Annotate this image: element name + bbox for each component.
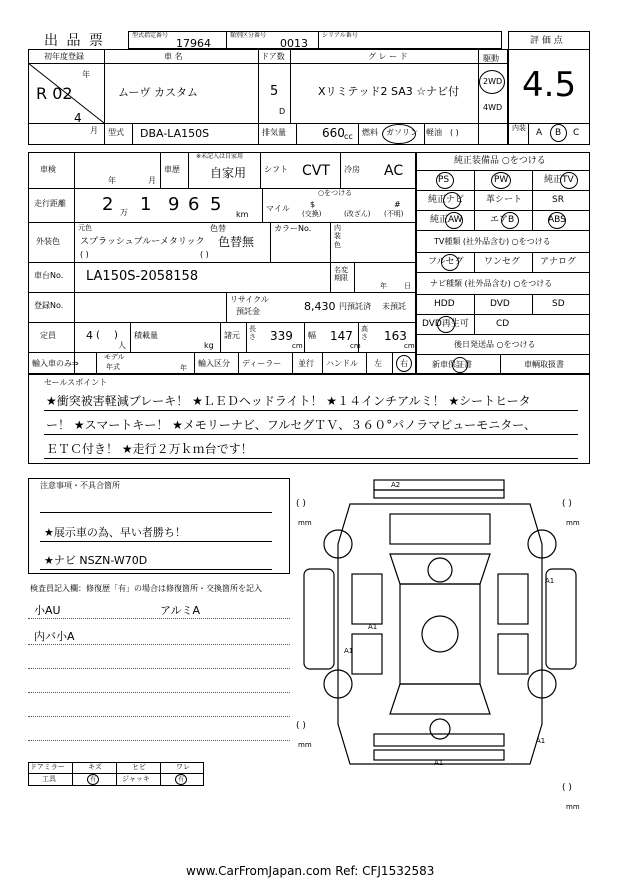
dims-width-label: 幅 bbox=[308, 331, 316, 340]
usage-note: ※未記入は自家用 bbox=[196, 153, 244, 160]
recycle-label2: 預託金 bbox=[236, 307, 260, 316]
legend-jack-circle bbox=[175, 774, 187, 785]
drive-2wd-circle bbox=[479, 70, 505, 94]
dims-width: 147 bbox=[330, 329, 353, 343]
diagram-rear-bumper bbox=[374, 734, 504, 746]
equip-aw-circle bbox=[445, 212, 463, 229]
notes-line-1: ★展示車の為、早い者勝ち！ bbox=[44, 526, 186, 539]
mileage-swap: (交換) bbox=[302, 210, 322, 218]
shift-value: CVT bbox=[302, 163, 330, 179]
dims-length-cm: cm bbox=[292, 342, 303, 350]
tv-fullseg: フルセグ bbox=[428, 257, 464, 267]
name-change-day: 日 bbox=[404, 282, 411, 290]
capacity-paren: ( bbox=[96, 330, 100, 341]
fuel-paren: ( ) bbox=[450, 128, 459, 137]
color-change-label: 色替 bbox=[210, 224, 226, 233]
first-reg-label: 初年度登録 bbox=[44, 52, 84, 61]
footer-reference: www.CarFromJapan.com Ref: CFJ1532583 bbox=[186, 864, 435, 878]
navi-sd: SD bbox=[552, 299, 565, 309]
chassis-label: 車台No. bbox=[34, 271, 64, 280]
grade-value: Xリミテッド2 SA3 ☆ナビ付 bbox=[318, 85, 460, 98]
usage-label: 車歴 bbox=[164, 165, 180, 174]
mileage-digit-2: 1 bbox=[140, 194, 152, 215]
equip-airbag: エアB bbox=[490, 215, 515, 225]
recycle-not-paid: 未預託 bbox=[382, 302, 406, 311]
dims-height-cm: cm bbox=[404, 342, 415, 350]
dims-label: 諸元 bbox=[224, 331, 240, 340]
import-model-label1: モデル bbox=[104, 353, 125, 361]
diagram-bracket-fr: ( ) bbox=[562, 499, 572, 509]
sales-label: セールスポイント bbox=[44, 378, 108, 387]
diagram-rear-window bbox=[390, 684, 490, 714]
interior-b: B bbox=[555, 128, 562, 138]
sales-line-3: ＥＴＣ付き！ ★走行２万ｋｍ台です！ bbox=[46, 442, 253, 456]
fuel-label: 燃料 bbox=[362, 128, 378, 137]
load-kg: kg bbox=[204, 341, 214, 350]
type-label: 型式 bbox=[108, 128, 124, 137]
color-value: スプラッシュブルーメタリック bbox=[80, 237, 205, 247]
equip-abs-circle bbox=[548, 212, 566, 229]
docs-warranty: 新車保証書 bbox=[432, 360, 472, 369]
color-no-label: カラーNo. bbox=[274, 224, 312, 233]
grade-label: グ レ ー ド bbox=[368, 52, 408, 61]
diagram-door-rl bbox=[352, 634, 382, 674]
capacity-unit: 人 bbox=[118, 341, 126, 350]
diagram-a2: A2 bbox=[391, 481, 401, 489]
legend-jack: ジャッキ bbox=[122, 775, 150, 783]
mileage-digit-1: 2 bbox=[102, 194, 114, 215]
fuel-gasoline-circle bbox=[382, 124, 416, 144]
diagram-a1-rear: A1 bbox=[434, 759, 444, 767]
mileage-mile: マイル bbox=[266, 204, 290, 213]
navi-dvd: DVD bbox=[490, 299, 510, 309]
mileage-man: 万 bbox=[120, 208, 128, 217]
equip-airbag-circle bbox=[501, 212, 519, 229]
navi-hdd: HDD bbox=[434, 299, 455, 309]
mileage-circle-note: ○をつける bbox=[318, 189, 353, 197]
interior-b-circle bbox=[550, 124, 567, 142]
legend-tools-circle bbox=[87, 774, 99, 785]
capacity-value: 4 bbox=[86, 329, 93, 342]
doors-suffix: D bbox=[279, 107, 286, 116]
legend-tools: 工具 bbox=[42, 775, 56, 783]
diagram-a1-door: A1 bbox=[368, 623, 378, 631]
equip-pw-circle bbox=[491, 172, 511, 189]
inspector-row2: 内バ小A bbox=[34, 630, 75, 643]
first-reg-month-unit: 月 bbox=[90, 126, 98, 135]
diagram-door-rr bbox=[498, 634, 528, 674]
ac-label: 冷房 bbox=[344, 165, 360, 174]
doors-value: 5 bbox=[270, 84, 279, 99]
equip-ps: PS bbox=[438, 175, 450, 185]
mileage-unknown: (不明) bbox=[384, 210, 404, 218]
capacity-close: ) bbox=[114, 330, 118, 341]
import-left: 左 bbox=[374, 359, 382, 368]
sales-line-1: ★衝突被害軽減ブレーキ！ ★ＬＥＤヘッドライト！ ★１４インチアルミ！ ★シートヒータ bbox=[46, 394, 531, 408]
navi-cd: CD bbox=[496, 319, 510, 329]
doors-label: ドア数 bbox=[261, 52, 285, 61]
first-reg-month: 4 bbox=[74, 111, 82, 125]
car-name: ムーヴ カスタム bbox=[118, 86, 198, 99]
diagram-mm-rl: mm bbox=[298, 741, 312, 749]
equip-leather: 革シート bbox=[486, 195, 523, 205]
page-title: 出 品 票 bbox=[44, 33, 105, 49]
interior-a: A bbox=[536, 128, 543, 138]
diagram-roof-circle bbox=[428, 558, 452, 582]
mileage-digit-3: 9 bbox=[168, 194, 180, 215]
mileage-tamper: (改ざん) bbox=[344, 210, 371, 218]
reg-no-label: 登録No. bbox=[34, 301, 64, 310]
diagram-a1-front-right: A1 bbox=[545, 577, 555, 585]
car-name-label: 車 名 bbox=[164, 52, 183, 61]
shift-label: シフト bbox=[264, 165, 288, 174]
navi-title: ナビ種類 (社外品含む) ○をつける bbox=[430, 279, 553, 288]
serial-label: シリアル番号 bbox=[322, 32, 358, 39]
drive-4wd: 4WD bbox=[483, 103, 503, 112]
displacement-unit: cc bbox=[344, 132, 353, 141]
interior-label: 内装 bbox=[512, 124, 526, 132]
mileage-label: 走行距離 bbox=[34, 199, 66, 208]
sales-line-2: ー！ ★スマートキー！ ★メモリーナビ、フルセグＴＶ、３６０°パノラマビューモニター、 bbox=[46, 418, 536, 432]
tv-fullseg-circle bbox=[441, 254, 459, 271]
color-orig-label: 元色 bbox=[78, 224, 92, 232]
first-reg-diagonal bbox=[28, 63, 104, 123]
diagram-a1-right-rear: A1 bbox=[536, 737, 546, 745]
diagram-door-fl bbox=[352, 574, 382, 624]
interior-c: C bbox=[573, 128, 580, 138]
fuel-gasoline: ガソリン bbox=[386, 128, 418, 137]
equip-aw: 純正AW bbox=[430, 215, 463, 225]
displacement-value: 660 bbox=[322, 126, 345, 140]
mileage-dollar: $ bbox=[310, 200, 316, 209]
mileage-km: km bbox=[236, 210, 249, 219]
drive-label: 駆動 bbox=[483, 54, 499, 63]
usage-value: 自家用 bbox=[210, 166, 247, 180]
import-model-label2: 年式 bbox=[106, 363, 120, 371]
equip-sr: SR bbox=[552, 195, 564, 205]
dims-width-cm: cm bbox=[350, 342, 361, 350]
class-no: 0013 bbox=[280, 37, 308, 50]
inspector-row1-a: 小AU bbox=[34, 604, 61, 617]
inspector-row1-b: アルミA bbox=[160, 604, 201, 617]
recycle-value: 8,430 bbox=[304, 300, 336, 313]
legend-chip: ワレ bbox=[176, 763, 190, 771]
docs-title: 後日発送品 ○をつける bbox=[454, 340, 536, 349]
diagram-bracket-rr: ( ) bbox=[562, 783, 572, 793]
model-no: 17964 bbox=[176, 37, 211, 50]
legend-mirror: ドアミラー bbox=[30, 763, 65, 771]
fuel-diesel-label: 軽油 bbox=[426, 128, 442, 137]
equip-ps-circle bbox=[436, 172, 454, 189]
drive-2wd: 2WD bbox=[483, 77, 503, 86]
inspection-month: 月 bbox=[148, 176, 156, 185]
mileage-hash: # bbox=[394, 200, 401, 209]
inspection-year: 年 bbox=[108, 176, 116, 185]
legend-crack: ヒビ bbox=[132, 763, 146, 771]
equip-pw: PW bbox=[494, 175, 509, 185]
diagram-roof bbox=[400, 584, 480, 684]
diagram-left-side bbox=[304, 569, 334, 669]
equip-navi: 純正ナビ bbox=[428, 195, 465, 205]
import-label: 輸入車のみ⇒ bbox=[32, 359, 79, 368]
capacity-label: 定員 bbox=[40, 331, 56, 340]
import-right: 右 bbox=[400, 359, 408, 368]
first-reg-year-unit: 年 bbox=[82, 70, 90, 79]
model-no-label: 型式指定番号 bbox=[132, 32, 169, 39]
diagram-mm-fl: mm bbox=[298, 519, 312, 527]
equipment-title: 純正装備品 ○をつける bbox=[454, 156, 546, 166]
tv-analog: アナログ bbox=[540, 257, 577, 267]
import-year: 年 bbox=[180, 364, 187, 372]
diagram-hood bbox=[390, 514, 490, 544]
navi-dvd-play-circle bbox=[437, 316, 455, 333]
notes-line-2: ★ナビ NSZN-W70D bbox=[44, 554, 148, 567]
import-right-circle bbox=[396, 355, 412, 372]
import-category: 輸入区分 bbox=[198, 359, 230, 368]
diagram-door-fr bbox=[498, 574, 528, 624]
recycle-label1: リサイクル bbox=[230, 295, 269, 304]
load-label: 積載量 bbox=[134, 331, 158, 340]
legend-jack-yes: 有 bbox=[178, 776, 185, 783]
type-value: DBA-LA150S bbox=[140, 127, 210, 140]
import-parallel: 並行 bbox=[298, 359, 314, 368]
name-change-label: 名変期限 bbox=[334, 266, 348, 283]
ac-value: AC bbox=[384, 163, 404, 179]
import-dealer: ディーラー bbox=[242, 359, 282, 368]
color-paren: ( ) bbox=[80, 250, 89, 259]
score-value: 4.5 bbox=[522, 65, 577, 105]
displacement-label: 排気量 bbox=[262, 128, 286, 137]
import-handle: ハンドル bbox=[326, 359, 358, 368]
navi-dvd-play: DVD再生可 bbox=[422, 319, 469, 329]
mileage-digit-5: 5 bbox=[210, 194, 222, 215]
color-label: 外装色 bbox=[36, 237, 60, 246]
dims-height-label: 高さ bbox=[361, 325, 368, 342]
interior-color-label: 内装色 bbox=[334, 224, 341, 249]
mileage-digit-4: 6 bbox=[188, 194, 200, 215]
dims-height: 163 bbox=[384, 329, 407, 343]
tv-oneseg: ワンセグ bbox=[484, 257, 521, 267]
equip-navi-circle bbox=[443, 192, 461, 209]
inspector-label: 検査員記入欄：修復歴「有」の場合は修復箇所・交換箇所を記入 bbox=[30, 584, 262, 593]
color-change-value: 色替無 bbox=[218, 235, 255, 249]
equip-tv: 純正TV bbox=[544, 175, 574, 185]
equip-abs: ABS bbox=[548, 215, 566, 225]
first-reg-era: R 02 bbox=[36, 84, 73, 103]
diagram-bracket-rl: ( ) bbox=[296, 721, 306, 731]
diagram-mm-fr: mm bbox=[566, 519, 580, 527]
docs-warranty-circle bbox=[452, 357, 468, 373]
score-label: 評 価 点 bbox=[530, 36, 563, 46]
dims-length: 339 bbox=[270, 329, 293, 343]
name-change-year: 年 bbox=[380, 282, 387, 290]
recycle-suffix: 円預託済 bbox=[339, 302, 371, 311]
dims-length-label: 長さ bbox=[249, 325, 256, 342]
diagram-mm-rr: mm bbox=[566, 803, 580, 811]
diagram-bracket-fl: ( ) bbox=[296, 499, 306, 509]
equip-tv-circle bbox=[560, 172, 578, 189]
class-no-label: 類別区分番号 bbox=[230, 32, 267, 39]
legend-scratch: キズ bbox=[88, 763, 102, 771]
docs-manual: 車輌取扱書 bbox=[524, 360, 564, 369]
color-paren2: ( ) bbox=[200, 250, 209, 259]
legend-tools-yes: 有 bbox=[90, 776, 97, 783]
inspection-label: 車検 bbox=[40, 165, 56, 174]
notes-label: 注意事項・不具合箇所 bbox=[40, 481, 120, 490]
tv-title: TV種類 (社外品含む) ○をつける bbox=[434, 237, 551, 246]
diagram-a1-left: A1 bbox=[344, 647, 354, 655]
diagram-roof-circle-2 bbox=[422, 616, 458, 652]
chassis-value: LA150S-2058158 bbox=[86, 269, 199, 284]
